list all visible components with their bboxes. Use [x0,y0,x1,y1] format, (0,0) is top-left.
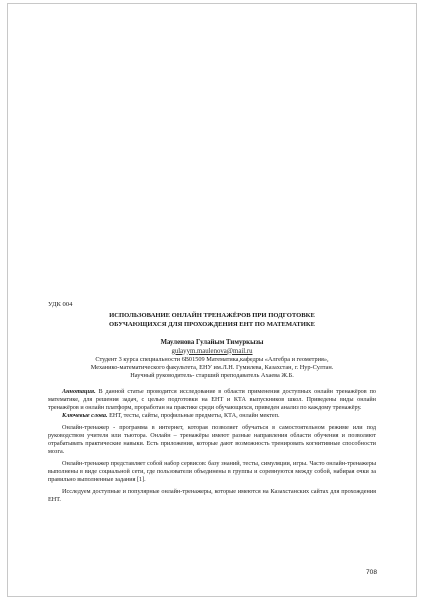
keywords-label: Ключевые слова. [62,411,108,419]
keywords [48,412,376,420]
keywords-text: ЕНТ, тесты, сайты, профильные предметы, КТА, онлайн мектеп. [107,411,280,419]
affiliation-line-1: Студент 3 курса специальности 6В01509 Математика,кафедры «Алгебра и геометрия», [95,356,329,363]
author-email[interactable]: gulayym.maulenova@mail.ru [171,347,253,355]
article-body [48,301,376,504]
paper-page [7,3,417,597]
abstract-text: В данной статье проводится исследование в области применения доступных онлайн тренажёров по математике, для решения задач, с целью подготовки на ЕНТ и КТА выпускников школ. Приведены виды онлайн тренажёров и онлайн платформ, проработан на практике среди обучающихся, приведен анализ по каждому тренажёру. [48,387,376,411]
title-line-2: ОБУЧАЮЩИХСЯ ДЛЯ ПРОХОЖДЕНИЯ ЕНТ ПО МАТЕМАТИКЕ [108,320,316,328]
abstract-label: Аннотация. [62,387,96,395]
abstract [48,388,376,412]
paragraph: Онлайн-тренажер - программа в интернет, которая позволяет обучаться в самостоятельном режиме или под руководством учителя или тьютора. Онлайн – тренажёры имеют разные направления области обучения и позволяют отрабатывать практические навыки. Есть приложения, которые дают возможность тренировать когнитивные способности мозга. [48,423,376,455]
affiliation-line-2: Механико-математического факультета, ЕНУ им.Л.Н. Гумилева, Казахстан, г. Нур-Султан. [90,364,334,372]
title-line-1: ИСПОЛЬЗОВАНИЕ ОНЛАЙН ТРЕНАЖЁРОВ ПРИ ПОДГОТОВКЕ [109,312,315,319]
affiliation-line-3: Научный руководитель- старший преподаватель Ахаева Ж.Б. [130,372,294,380]
paragraph: Онлайн-тренажер представляет собой набор сервисов: базу знаний, тесты, симуляции, игры. Часто онлайн-тренажеры выполнены в виде социальной сети, где пользователи объединены в группы и соревнуются между собой, набирая очки за правильно выполненные задания [1]. [48,459,376,483]
page-number: 708 [365,569,377,576]
udk-code: УДК 004 [48,301,73,308]
article-title [48,312,376,329]
author-name: Мауленова Гулайым Тимуркызы [160,339,264,346]
author-affiliation [48,356,376,381]
paragraph: Исследуем доступные и популярные онлайн-тренажеры, которые имеются на Казахстанских сайтах для прохождения ЕНТ. [48,487,376,503]
